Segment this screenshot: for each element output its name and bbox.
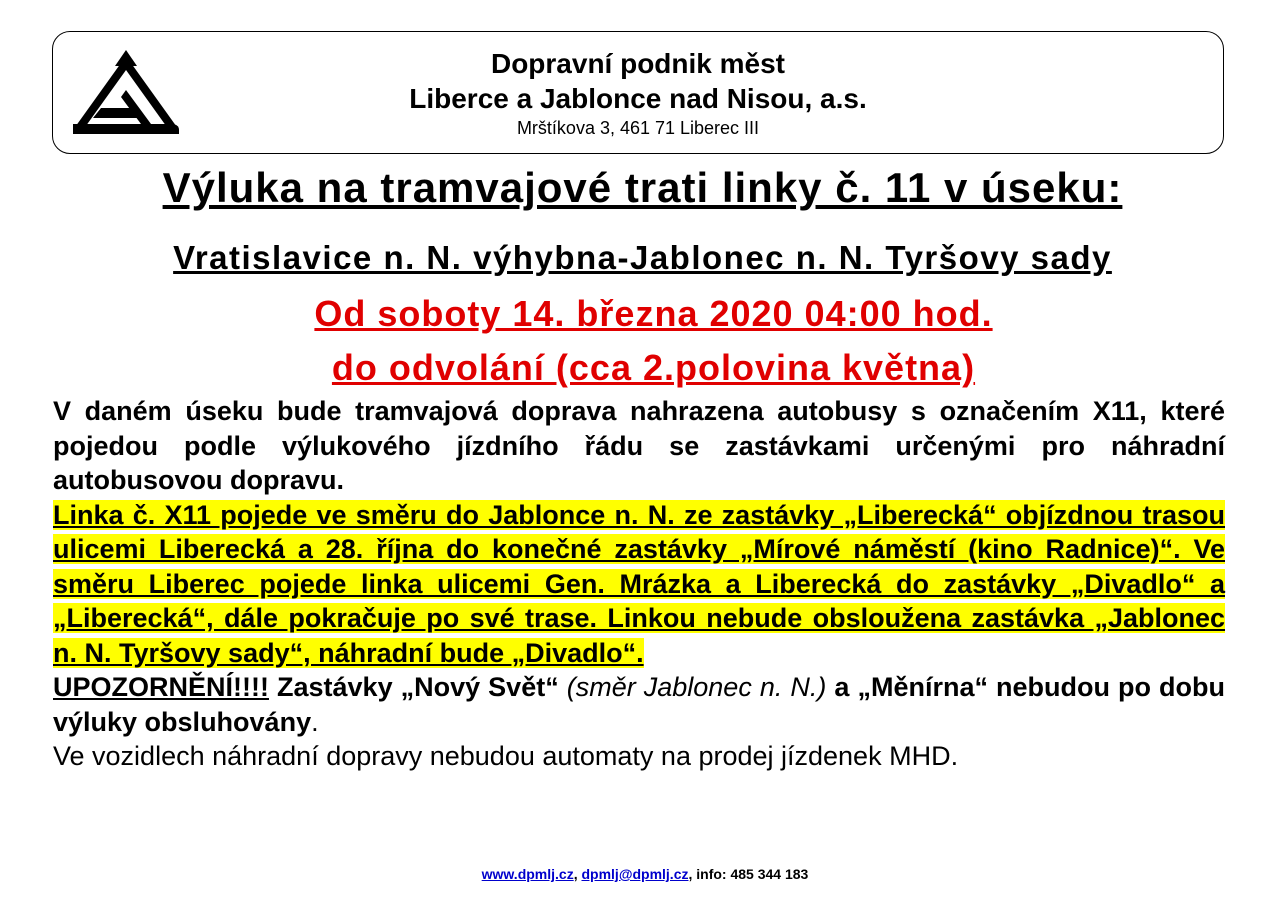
company-name-line1: Dopravní podnik měst [490,48,786,79]
company-address: Mrštíkova 3, 461 71 Liberec III [516,118,760,138]
warning-label: UPOZORNĚNÍ!!!! [53,672,269,702]
company-name-line2: Liberce a Jablonce nad Nisou, a.s. [409,83,867,114]
warning-text-1: Zastávky „Nový Svět“ [268,672,567,702]
warning-text-2: a „Měnírna“ nebudou po dobu výluky obsluhovány [53,672,1225,737]
paragraph-highlighted [53,498,1225,671]
company-header [53,46,1223,140]
footer-separator: , [573,866,582,882]
warning-direction: (směr Jablonec n. N.) [566,672,827,702]
notice-body [53,394,1225,774]
footer-info: , info: 485 344 183 [688,866,809,882]
email-link[interactable]: dpmlj@dpmlj.cz [581,866,689,882]
highlighted-route-text: Linka č. X11 pojede ve směru do Jablonce n. N. ze zastávky „Liberecká“ objízdnou trasou ulicemi Liberecká a 28. října do konečné zastávky „Mírové náměstí (kino Radnice)“. Ve směru Liberec pojede linka ulicemi Gen. Mrázka a Liberecká do zastávky „Divadlo“ a „Liberecká“, dále pokračuje po své trase. Linkou nebude obsloužena zastávka „Jablonec n. N. Tyršovy sady“, náhradní bude „Divadlo“. [53,499,1225,668]
footer [0,866,1285,882]
paragraph-replacement: V daném úseku bude tramvajová doprava nahrazena autobusy s označením X11, které pojedou podle výlukového jízdního řádu se zastávkami určenými pro náhradní autobusovou dopravu. [53,396,1225,495]
notice-section: Vratislavice n. N. výhybna-Jablonec n. N. Tyršovy sady [173,239,1112,276]
paragraph-ticket-machines: Ve vozidlech náhradní dopravy nebudou automaty na prodej jízdenek MHD. [53,741,959,771]
warning-end: . [311,706,319,737]
header-box [52,31,1224,154]
notice-title: Výluka na tramvajové trati linky č. 11 v úseku: [162,164,1123,211]
date-from: Od soboty 14. března 2020 04:00 hod. [314,293,993,334]
paragraph-warning [53,670,1225,739]
date-to: do odvolání (cca 2.polovina května) [331,347,976,388]
website-link[interactable]: www.dpmlj.cz [481,866,574,882]
